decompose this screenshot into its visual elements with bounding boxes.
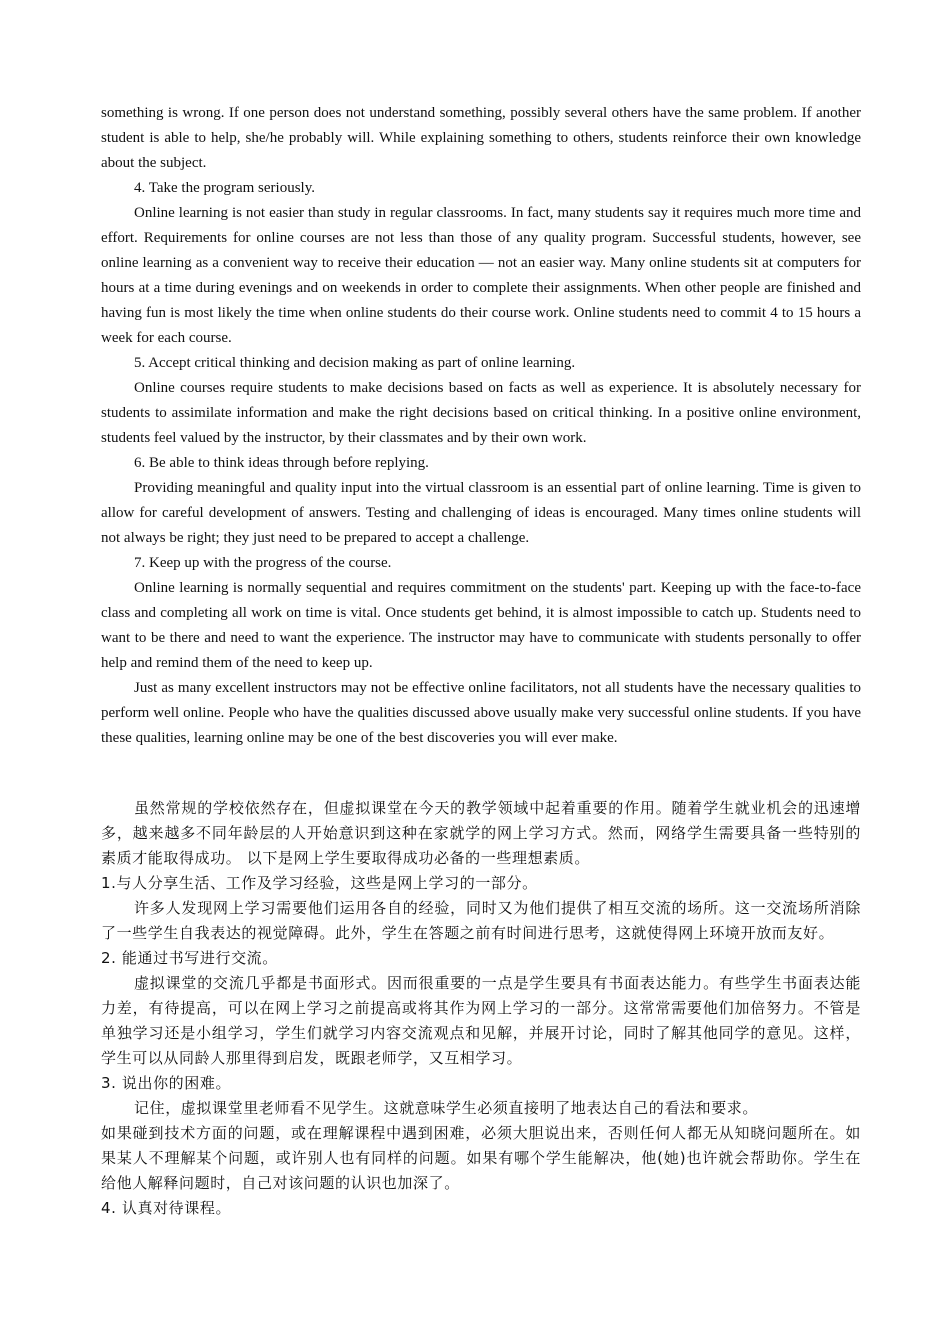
zh-paragraph-item-3a: 记住，虚拟课堂里老师看不见学生。这就意味学生必须直接明了地表达自己的看法和要求。 xyxy=(134,1099,759,1117)
zh-intro-paragraph: 虽然常规的学校依然存在，但虚拟课堂在今天的教学领域中起着重要的作用。随着学生就业机会的迅速增多，越来越多不同年龄层的人开始意识到这种在家就学的网上学习方式。然而，网络学生需要具备一些特别的素质才能取得成功。 以下是网上学生要取得成功必备的一些理想素质。 xyxy=(101,799,861,867)
zh-heading-item-2: 2. 能通过书写进行交流。 xyxy=(101,949,278,967)
zh-heading-item-1: 1.与人分享生活、工作及学习经验，这些是网上学习的一部分。 xyxy=(101,874,538,892)
chinese-text-section xyxy=(101,796,861,1221)
paragraph-item-7: Online learning is normally sequential and requires commitment on the students' part. Keeping up with the face-to-face class and completing all work on time is vital. Once students get behind, it is almost impossible to catch up. Students need to want to be there and need to want the experience. The instructor may have to communicate with students personally to offer help and remind them of the need to keep up. xyxy=(101,580,861,671)
zh-paragraph-item-2: 虚拟课堂的交流几乎都是书面形式。因而很重要的一点是学生要具有书面表达能力。有些学生书面表达能力差，有待提高，可以在网上学习之前提高或将其作为网上学习的一部分。这常常需要他们加倍努力。不管是单独学习还是小组学习，学生们就学习内容交流观点和见解，并展开讨论，同时了解其他同学的意见。这样，学生可以从同龄人那里得到启发，既跟老师学，又互相学习。 xyxy=(101,974,861,1067)
heading-item-4: 4. Take the program seriously. xyxy=(134,180,315,196)
zh-paragraph-item-1: 许多人发现网上学习需要他们运用各自的经验，同时又为他们提供了相互交流的场所。这一交流场所消除了一些学生自我表达的视觉障碍。此外，学生在答题之前有时间进行思考，这就使得网上环境开放而友好。 xyxy=(101,899,861,942)
heading-item-6: 6. Be able to think ideas through before replying. xyxy=(134,455,429,471)
zh-paragraph-item-3b: 如果碰到技术方面的问题，或在理解课程中遇到困难，必须大胆说出来，否则任何人都无从知晓问题所在。如果某人不理解某个问题，或许别人也有同样的问题。如果有哪个学生能解决，他(她)也许就会帮助你。学生在给他人解释问题时，自己对该问题的认识也加深了。 xyxy=(101,1124,861,1192)
zh-heading-item-3: 3. 说出你的困难。 xyxy=(101,1074,232,1092)
heading-item-5: 5. Accept critical thinking and decision making as part of online learning. xyxy=(134,355,576,371)
paragraph-item-4: Online learning is not easier than study in regular classrooms. In fact, many students say it requires much more time and effort. Requirements for online courses are not less than those of any quality program. Successful students, however, see online learning as a convenient way to receive their education — not an easier way. Many online students sit at computers for hours at a time during evenings and on weekends in order to complete their assignments. When other people are finished and having fun is most likely the time when online students do their course work. Online students need to commit 4 to 15 hours a week for each course. xyxy=(101,205,861,346)
heading-item-7: 7. Keep up with the progress of the course. xyxy=(134,555,392,571)
zh-heading-item-4: 4. 认真对待课程。 xyxy=(101,1199,232,1217)
paragraph-continued: something is wrong. If one person does not understand something, possibly several others have the same problem. If another student is able to help, she/he probably will. While explaining something to others, students reinforce their own knowledge about the subject. xyxy=(101,105,861,171)
english-text-section xyxy=(101,101,861,751)
paragraph-conclusion: Just as many excellent instructors may not be effective online facilitators, not all students have the necessary qualities to perform well online. People who have the qualities discussed above usually make very successful online students. If you have these qualities, learning online may be one of the best discoveries you will ever make. xyxy=(101,680,861,746)
paragraph-item-6: Providing meaningful and quality input into the virtual classroom is an essential part of online learning. Time is given to allow for careful development of answers. Testing and challenging of ideas is encouraged. Many times online students will not always be right; they just need to be prepared to accept a challenge. xyxy=(101,480,861,546)
paragraph-item-5: Online courses require students to make decisions based on facts as well as experience. It is absolutely necessary for students to assimilate information and make the right decisions based on critical thinking. In a positive online environment, students feel valued by the instructor, by their classmates and by their own work. xyxy=(101,380,861,446)
